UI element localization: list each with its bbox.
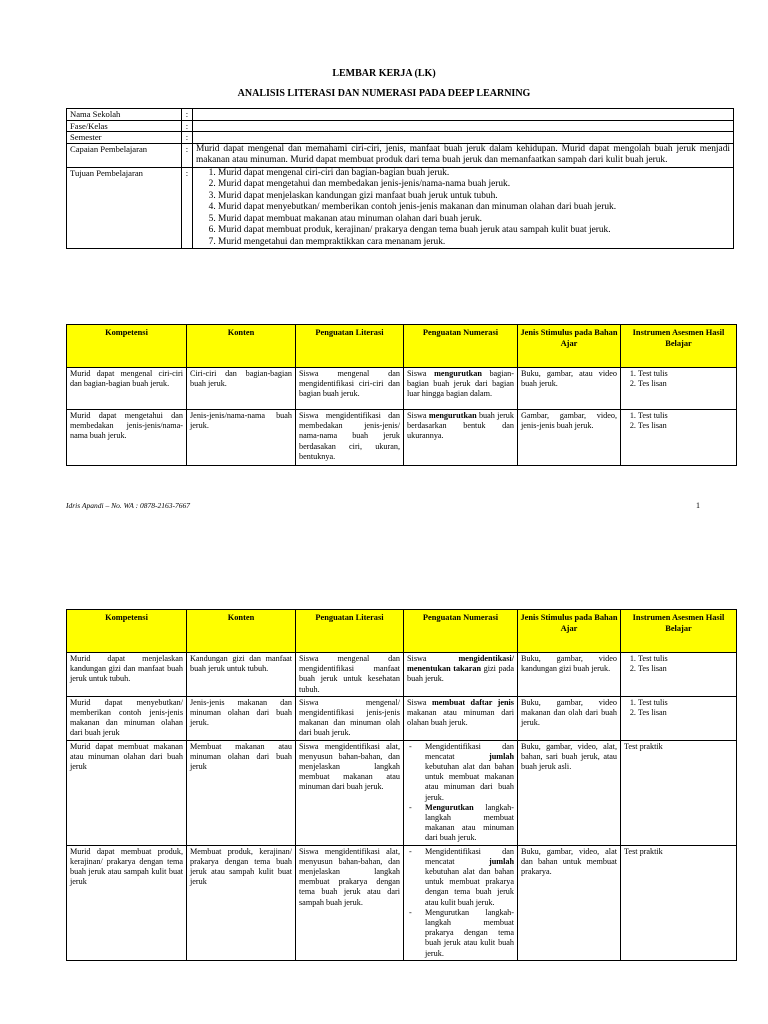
info-colon: :	[182, 143, 193, 167]
col-header-instrumen: Instrumen Asesmen Hasil Belajar	[621, 610, 737, 653]
page-number: 1	[696, 501, 700, 510]
numerasi-list	[407, 742, 514, 844]
cell-stimulus: Buku, gambar, atau video buah jeruk.	[518, 368, 621, 410]
cell-kompetensi: Murid dapat membuat makanan atau minuman olahan dari buah jeruk	[67, 740, 187, 845]
numerasi-item	[417, 803, 514, 844]
num-bold: Mengurutkan	[425, 802, 474, 812]
info-value	[193, 109, 734, 121]
document-title: LEMBAR KERJA (LK)	[332, 68, 436, 79]
instrumen-list	[624, 698, 733, 718]
tujuan-item: 3. Murid dapat menjelaskan kandungan gizi manfaat buah jeruk untuk tubuh.	[218, 191, 730, 203]
col-header-instrumen: Instrumen Asesmen Hasil Belajar	[621, 325, 737, 368]
identity-table	[66, 108, 734, 249]
info-colon: :	[182, 120, 193, 132]
num-text: kebutuhan alat dan bahan untuk membuat makanan atau minuman dari buah jeruk.	[425, 762, 514, 802]
cell-instrumen: Test praktik	[621, 845, 737, 960]
cell-instrumen: Test praktik	[621, 740, 737, 845]
analysis-table-2	[66, 609, 737, 961]
capaian-text: Murid dapat mengenal dan memahami ciri-ciri, jenis, manfaat buah jeruk dalam kehidupan. Murid dapat mengolah buah jeruk menjadi makanan atau minuman. Murid dapat membuat produk dari tema buah jeruk dan memanfaatkan sampah dari kulit buah jeruk.	[193, 143, 734, 167]
cell-stimulus: Buku, gambar, video makanan dan olah dari buah jeruk.	[518, 696, 621, 740]
col-header-literasi: Penguatan Literasi	[296, 325, 404, 368]
num-bold: mengidentikasi/ menentukan takaran	[407, 654, 514, 674]
instrumen-item: 2. Tes lisan	[638, 708, 733, 718]
num-text: Siswa	[407, 697, 432, 707]
num-bold: jumlah	[488, 751, 514, 761]
tujuan-item: 7. Murid mengetahui dan mempraktikkan cara menanam jeruk.	[218, 237, 730, 249]
info-label: Semester	[67, 132, 182, 144]
tujuan-cell	[193, 167, 734, 249]
cell-numerasi	[404, 740, 518, 845]
col-header-kompetensi: Kompetensi	[67, 325, 187, 368]
col-header-konten: Konten	[187, 325, 296, 368]
numerasi-list	[407, 847, 514, 959]
col-header-kompetensi: Kompetensi	[67, 610, 187, 653]
tujuan-item: 6. Murid dapat membuat produk, kerajinan/ prakarya dengan tema buah jeruk atau sampah kulit buat jeruk.	[218, 225, 730, 237]
cell-numerasi	[404, 696, 518, 740]
num-text: Siswa	[407, 654, 459, 663]
cell-kompetensi: Murid dapat menyebutkan/ memberikan contoh jenis-jenis makanan dan minuman olahan dari buah jeruk	[67, 696, 187, 740]
col-header-literasi: Penguatan Literasi	[296, 610, 404, 653]
page-gap	[0, 528, 768, 538]
cell-kompetensi: Murid dapat menjelaskan kandungan gizi dan manfaat buah jeruk untuk tubuh.	[67, 653, 187, 697]
col-header-stimulus: Jenis Stimulus pada Bahan Ajar	[518, 325, 621, 368]
info-colon: :	[182, 132, 193, 144]
num-text: gizi pada buah jeruk.	[407, 664, 514, 684]
instrumen-item: 2. Tes lisan	[638, 664, 733, 674]
num-bold: mengurutkan	[428, 411, 477, 420]
instrumen-item: 2. Tes lisan	[638, 379, 733, 389]
info-colon: :	[182, 167, 193, 249]
cell-instrumen	[621, 368, 737, 410]
info-row	[67, 120, 734, 132]
tujuan-list	[196, 168, 730, 249]
instrumen-item: 2. Tes lisan	[638, 421, 733, 431]
table-header-row	[67, 610, 737, 653]
cell-konten: Membuat makanan atau minuman olahan dari buah jeruk	[187, 740, 296, 845]
cell-numerasi	[404, 368, 518, 410]
cell-kompetensi: Murid dapat mengenal ciri-ciri dan bagian-bagian buah jeruk.	[67, 368, 187, 410]
footer-author: Idris Apandi – No. WA : 0878-2163-7667	[66, 501, 190, 510]
numerasi-item	[417, 742, 514, 803]
numerasi-item	[417, 908, 514, 959]
col-header-numerasi: Penguatan Numerasi	[404, 610, 518, 653]
instrumen-item: 1. Test tulis	[638, 411, 733, 421]
info-value	[193, 132, 734, 144]
num-text: kebutuhan alat dan bahan untuk membuat prakarya dengan tema buah jeruk atau kulit buah jeruk.	[425, 867, 514, 907]
info-row	[67, 109, 734, 121]
info-row	[67, 143, 734, 167]
instrumen-item: 1. Test tulis	[638, 369, 733, 379]
col-header-stimulus: Jenis Stimulus pada Bahan Ajar	[518, 610, 621, 653]
info-row	[67, 132, 734, 144]
cell-konten: Ciri-ciri dan bagian-bagian buah jeruk.	[187, 368, 296, 410]
tujuan-item: 4. Murid dapat menyebutkan/ memberikan contoh jenis-jenis makanan dan minuman olahan dari buah jeruk.	[218, 202, 730, 214]
table-row	[67, 696, 737, 740]
cell-literasi: Siswa mengidentifikasi alat, menyusun bahan-bahan, dan menjelaskan langkah membuat makanan atau minuman dari buah jeruk.	[296, 740, 404, 845]
table-row	[67, 740, 737, 845]
num-bold: mengurutkan	[434, 369, 482, 378]
info-label: Tujuan Pembelajaran	[67, 167, 182, 249]
col-header-konten: Konten	[187, 610, 296, 653]
num-text: makanan atau minuman dari olahan buah jeruk.	[407, 708, 514, 728]
info-row	[67, 167, 734, 249]
cell-konten: Kandungan gizi dan manfaat buah jeruk untuk tubuh.	[187, 653, 296, 697]
tujuan-item: 1. Murid dapat mengenal ciri-ciri dan bagian-bagian buah jeruk.	[218, 168, 730, 180]
table-row	[67, 410, 737, 466]
table-header-row	[67, 325, 737, 368]
num-bold: membuat daftar jenis	[431, 697, 514, 707]
cell-instrumen	[621, 653, 737, 697]
cell-literasi: Siswa mengenal dan mengidentifikasi manfaat buah jeruk untuk kesehatan tubuh.	[296, 653, 404, 697]
num-text: bagian-bagian buah jeruk dari bagian luar hingga bagian dalam.	[407, 369, 514, 399]
info-value	[193, 120, 734, 132]
table-row	[67, 653, 737, 697]
num-text: Siswa	[407, 369, 435, 378]
num-text: Siswa	[407, 411, 429, 420]
cell-literasi: Siswa mengidentifikasi alat, menyusun bahan-bahan, dan menjelaskan langkah membuat prakarya dengan tema buah jeruk atau dari sampah buah jeruk.	[296, 845, 404, 960]
num-text: Mengurutkan langkah-langkah membuat prakarya dengan tema buah jeruk atau kulit buah jeruk.	[425, 907, 514, 958]
cell-numerasi	[404, 653, 518, 697]
table-row	[67, 845, 737, 960]
cell-stimulus: Buku, gambar, video, alat, bahan, sari buah jeruk, atau buah jeruk asli.	[518, 740, 621, 845]
num-text: Mengidentifikasi dan mencatat	[425, 741, 514, 761]
cell-konten: Jenis-jenis makanan dan minuman olahan dari buah jeruk.	[187, 696, 296, 740]
instrumen-item: 1. Test tulis	[638, 654, 733, 664]
cell-numerasi	[404, 410, 518, 466]
cell-stimulus: Gambar, gambar, video, jenis-jenis buah jeruk.	[518, 410, 621, 466]
num-text: buah jeruk berdasarkan bentuk dan ukurannya.	[407, 411, 514, 441]
cell-numerasi	[404, 845, 518, 960]
num-text: Mengidentifikasi dan mencatat	[425, 846, 514, 866]
instrumen-list	[624, 654, 733, 674]
cell-konten: Jenis-jenis/nama-nama buah jeruk.	[187, 410, 296, 466]
cell-kompetensi: Murid dapat mengetahui dan membedakan jenis-jenis/nama-nama buah jeruk.	[67, 410, 187, 466]
cell-stimulus: Buku, gambar, video kandungan gizi buah jeruk.	[518, 653, 621, 697]
cell-literasi: Siswa mengidentifikasi dan membedakan jenis-jenis/ nama-nama buah jeruk berdasakan ciri, ukuran, bentuknya.	[296, 410, 404, 466]
instrumen-item: 1. Test tulis	[638, 698, 733, 708]
cell-konten: Membuat produk, kerajinan/ prakarya dengan tema buah jeruk atau sampah kulit buat jeruk	[187, 845, 296, 960]
instrumen-list	[624, 411, 733, 431]
table-row	[67, 368, 737, 410]
info-label: Nama Sekolah	[67, 109, 182, 121]
info-label: Capaian Pembelajaran	[67, 143, 182, 167]
num-bold: jumlah	[488, 856, 514, 866]
col-header-numerasi: Penguatan Numerasi	[404, 325, 518, 368]
info-colon: :	[182, 109, 193, 121]
cell-instrumen	[621, 410, 737, 466]
tujuan-item: 2. Murid dapat mengetahui dan membedakan jenis-jenis/nama-nama buah jeruk.	[218, 179, 730, 191]
numerasi-item	[417, 847, 514, 908]
analysis-table-1	[66, 324, 737, 466]
tujuan-item: 5. Murid dapat membuat makanan atau minuman olahan dari buah jeruk.	[218, 214, 730, 226]
cell-literasi: Siswa mengenal dan mengidentifikasi ciri-ciri dan bagian buah jeruk.	[296, 368, 404, 410]
cell-literasi: Siswa mengenal/ mengidentifikasi jenis-jenis makanan dan minuman olah dari buah jeruk.	[296, 696, 404, 740]
info-label: Fase/Kelas	[67, 120, 182, 132]
num-text: langkah-langkah membuat makanan atau minuman dari buah jeruk.	[425, 802, 514, 843]
cell-instrumen	[621, 696, 737, 740]
cell-kompetensi: Murid dapat membuat produk, kerajinan/ prakarya dengan tema buah jeruk atau sampah kulit buat jeruk	[67, 845, 187, 960]
instrumen-list	[624, 369, 733, 389]
document-subtitle: ANALISIS LITERASI DAN NUMERASI PADA DEEP LEARNING	[237, 88, 531, 99]
cell-stimulus: Buku, gambar, video, alat dan bahan untuk membuat prakarya.	[518, 845, 621, 960]
